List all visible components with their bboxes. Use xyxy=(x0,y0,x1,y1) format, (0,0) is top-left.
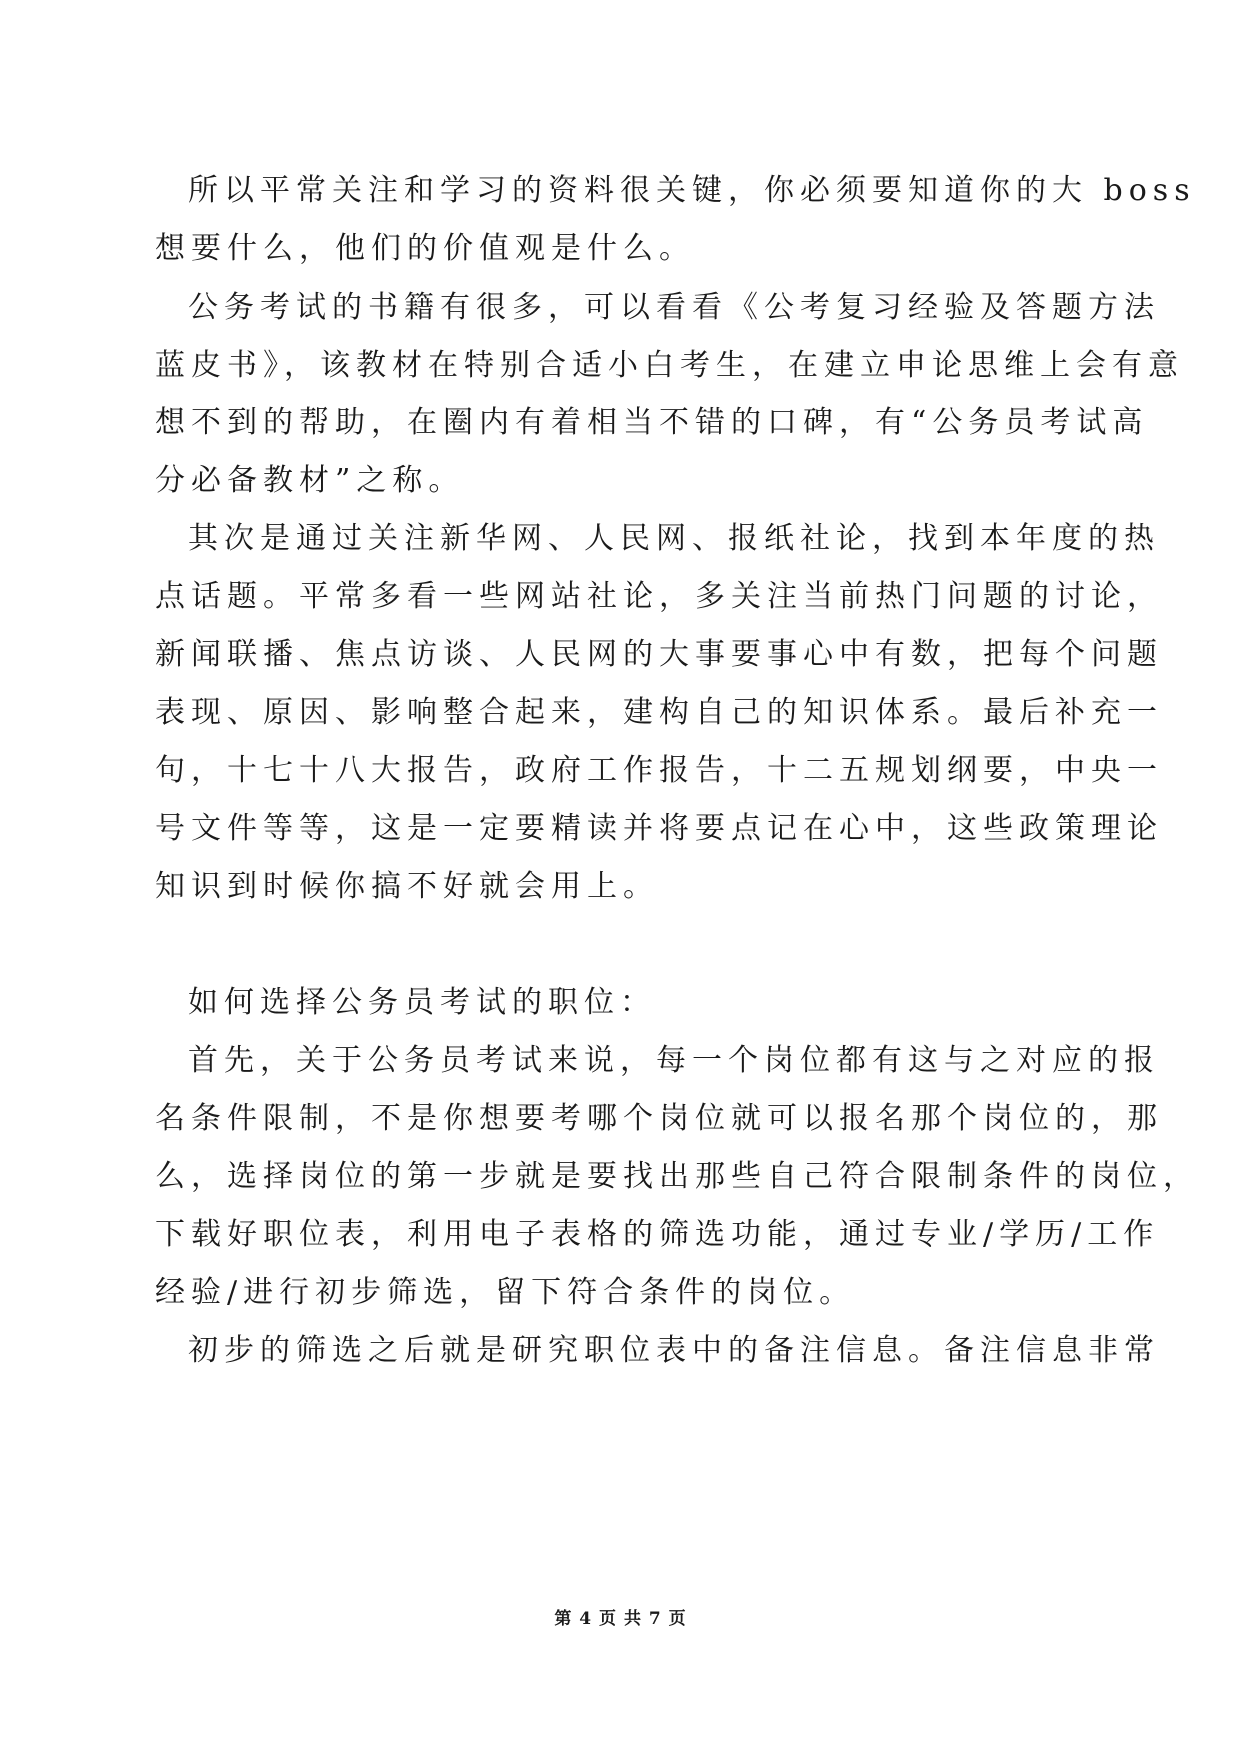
paragraph-line: 表现、原因、影响整合起来，建构自己的知识体系。最后补充一 xyxy=(155,695,1163,730)
paragraph-line: 号文件等等，这是一定要精读并将要点记在心中，这些政策理论 xyxy=(155,811,1163,846)
paragraph-line: 首先，关于公务员考试来说，每一个岗位都有这与之对应的报 xyxy=(188,1043,1160,1078)
paragraph-line: 其次是通过关注新华网、人民网、报纸社论，找到本年度的热 xyxy=(188,521,1160,556)
paragraph-line: 点话题。平常多看一些网站社论，多关注当前热门问题的讨论， xyxy=(155,579,1163,614)
paragraph-line: 蓝皮书》，该教材在特别合适小白考生，在建立申论思维上会有意 xyxy=(155,348,1184,383)
paragraph-line: 经验/进行初步筛选，留下符合条件的岗位。 xyxy=(155,1275,856,1310)
paragraph-line: 想要什么，他们的价值观是什么。 xyxy=(155,231,695,266)
paragraph-line: 公务考试的书籍有很多，可以看看《公考复习经验及答题方法 xyxy=(188,290,1160,325)
paragraph-line: 新闻联播、焦点访谈、人民网的大事要事心中有数，把每个问题 xyxy=(155,637,1163,672)
paragraph-line: 知识到时候你搞不好就会用上。 xyxy=(155,869,659,904)
section-heading: 如何选择公务员考试的职位： xyxy=(188,985,656,1020)
paragraph-line: 初步的筛选之后就是研究职位表中的备注信息。备注信息非常 xyxy=(188,1333,1160,1368)
paragraph-line: 所以平常关注和学习的资料很关键，你必须要知道你的大 boss xyxy=(188,173,1196,208)
paragraph-line: 想不到的帮助，在圈内有着相当不错的口碑，有“公务员考试高 xyxy=(155,405,1149,440)
paragraph-line: 名条件限制，不是你想要考哪个岗位就可以报名那个岗位的，那 xyxy=(155,1101,1163,1136)
paragraph-line: 句，十七十八大报告，政府工作报告，十二五规划纲要，中央一 xyxy=(155,753,1163,788)
paragraph-line: 么，选择岗位的第一步就是要找出那些自己符合限制条件的岗位， xyxy=(155,1159,1199,1194)
paragraph-line: 下载好职位表，利用电子表格的筛选功能，通过专业/学历/工作 xyxy=(155,1217,1160,1252)
page-number-footer: 第 4 页 共 7 页 xyxy=(554,1609,687,1629)
paragraph-line: 分必备教材”之称。 xyxy=(155,463,465,498)
